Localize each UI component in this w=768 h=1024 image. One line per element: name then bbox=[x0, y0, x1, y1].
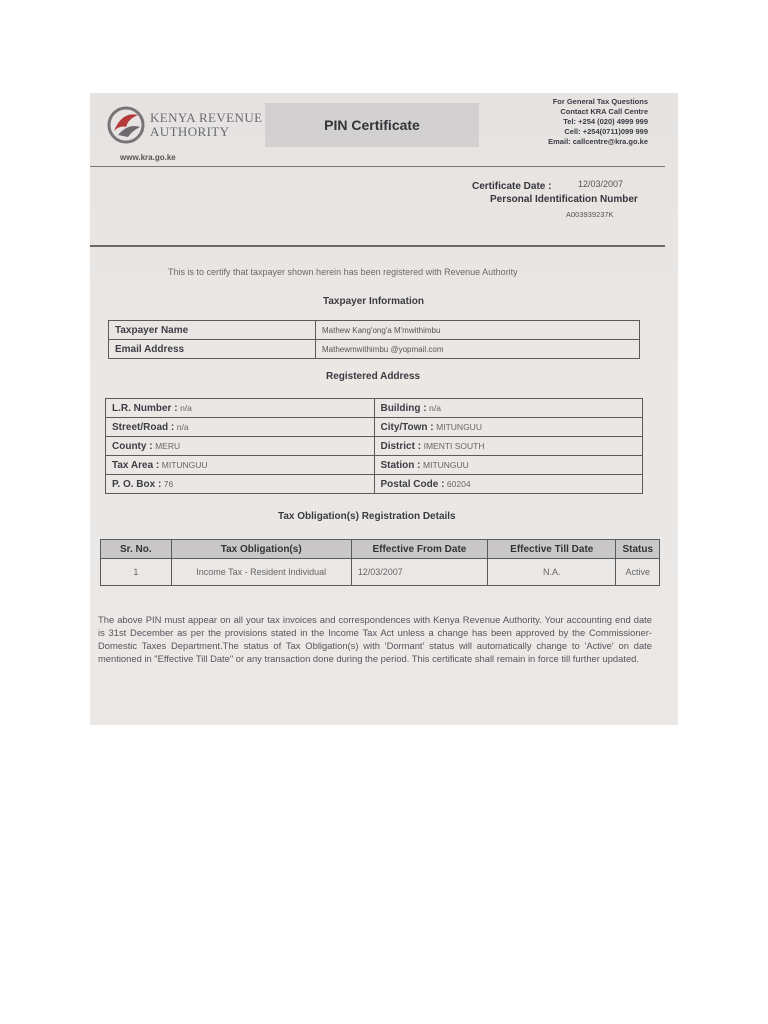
table-row bbox=[106, 437, 643, 456]
contact-line: For General Tax Questions bbox=[552, 97, 648, 106]
address-cell bbox=[374, 456, 643, 475]
building-label: Building : bbox=[380, 402, 427, 414]
address-cell bbox=[106, 399, 375, 418]
district-value: IMENTI SOUTH bbox=[423, 440, 485, 451]
email-label: Email Address bbox=[109, 340, 316, 359]
table-row bbox=[106, 475, 643, 494]
sr-no-cell: 1 bbox=[101, 559, 172, 586]
taxpayer-name-label: Taxpayer Name bbox=[109, 321, 316, 340]
table-header-row bbox=[101, 540, 660, 559]
address-cell bbox=[106, 437, 375, 456]
certificate-date-value: 12/03/2007 bbox=[578, 179, 624, 189]
lr-number-label: L.R. Number : bbox=[112, 402, 178, 414]
pin-label: Personal Identification Number bbox=[490, 194, 638, 205]
kra-logo bbox=[106, 105, 274, 149]
contact-line: Cell: +254(0711)099 999 bbox=[564, 127, 648, 136]
org-name-line2: AUTHORITY bbox=[150, 124, 230, 139]
table-row bbox=[101, 559, 660, 586]
column-header-effective-from: Effective From Date bbox=[351, 540, 487, 559]
station-value: MITUNGUU bbox=[423, 459, 469, 470]
city-value: MITUNGUU bbox=[436, 421, 482, 432]
taxpayer-info-heading: Taxpayer Information bbox=[323, 296, 424, 307]
document-title: PIN Certificate bbox=[265, 103, 479, 147]
column-header-tax-obligation: Tax Obligation(s) bbox=[171, 540, 351, 559]
org-name-line1: KENYA REVENUE bbox=[150, 110, 263, 125]
table-row bbox=[106, 456, 643, 475]
postal-code-value: 60204 bbox=[446, 478, 471, 489]
county-label: County : bbox=[112, 440, 153, 452]
tax-area-label: Tax Area : bbox=[112, 459, 160, 471]
street-label: Street/Road : bbox=[112, 421, 175, 433]
address-cell bbox=[106, 418, 375, 437]
address-cell bbox=[374, 399, 643, 418]
contact-line: Tel: +254 (020) 4999 999 bbox=[563, 117, 648, 126]
contact-info bbox=[548, 97, 648, 147]
lr-number-value: n/a bbox=[180, 402, 192, 413]
address-cell bbox=[106, 456, 375, 475]
district-label: District : bbox=[380, 440, 422, 452]
obligations-heading: Tax Obligation(s) Registration Details bbox=[278, 511, 456, 522]
table-row bbox=[109, 321, 640, 340]
address-cell bbox=[374, 418, 643, 437]
tax-obligation-cell: Income Tax - Resident Individual bbox=[171, 559, 351, 586]
certificate-date-label: Certificate Date : bbox=[472, 181, 552, 192]
city-label: City/Town : bbox=[380, 421, 434, 433]
contact-line: Contact KRA Call Centre bbox=[560, 107, 648, 116]
address-cell bbox=[374, 475, 643, 494]
column-header-effective-till: Effective Till Date bbox=[488, 540, 616, 559]
station-label: Station : bbox=[380, 459, 421, 471]
tax-area-value: MITUNGUU bbox=[161, 459, 208, 470]
header-divider bbox=[90, 166, 665, 167]
taxpayer-name-value: Mathew Kang'ong'a M'mwithimbu bbox=[316, 321, 640, 340]
registered-address-table bbox=[105, 398, 643, 494]
effective-from-cell: 12/03/2007 bbox=[351, 559, 487, 586]
org-name bbox=[150, 111, 262, 139]
table-row bbox=[106, 399, 643, 418]
address-cell bbox=[374, 437, 643, 456]
effective-till-cell: N.A. bbox=[488, 559, 616, 586]
table-row bbox=[106, 418, 643, 437]
certify-statement: This is to certify that taxpayer shown herein has been registered with Revenue Authority bbox=[168, 267, 518, 277]
taxpayer-info-table bbox=[108, 320, 640, 359]
table-row bbox=[109, 340, 640, 359]
column-header-sr-no: Sr. No. bbox=[101, 540, 172, 559]
po-box-label: P. O. Box : bbox=[112, 478, 162, 490]
footer-notice: The above PIN must appear on all your tax invoices and correspondences with Kenya Revenue Authority. Your accounting end date is 31st December as per the provisions stated in the Income Tax Act unless a change has been approved by the Commissioner-Domestic Taxes Department.The status of Tax Obligation(s) with 'Dormant' status will automatically change to 'Active' on date mentioned in "Effective Till Date" or any transaction done during the period. This certificate shall remain in force till further updated. bbox=[98, 614, 652, 664]
contact-line: Email: callcentre@kra.go.ke bbox=[548, 137, 648, 146]
po-box-value: 76 bbox=[163, 478, 174, 489]
column-header-status: Status bbox=[616, 540, 660, 559]
pin-certificate-document bbox=[90, 93, 678, 725]
email-value: Mathewmwithimbu @yopmail.com bbox=[316, 340, 640, 359]
postal-code-label: Postal Code : bbox=[380, 478, 445, 490]
website-text: www.kra.go.ke bbox=[120, 153, 176, 162]
county-value: MERU bbox=[155, 440, 181, 451]
registered-address-heading: Registered Address bbox=[326, 371, 421, 382]
status-cell: Active bbox=[616, 559, 660, 586]
section-divider bbox=[90, 245, 665, 247]
building-value: n/a bbox=[429, 402, 441, 413]
address-cell bbox=[106, 475, 375, 494]
obligations-table bbox=[100, 539, 660, 586]
pin-value: A003939237K bbox=[566, 210, 614, 219]
kra-logo-icon bbox=[106, 105, 146, 145]
street-value: n/a bbox=[176, 421, 189, 432]
